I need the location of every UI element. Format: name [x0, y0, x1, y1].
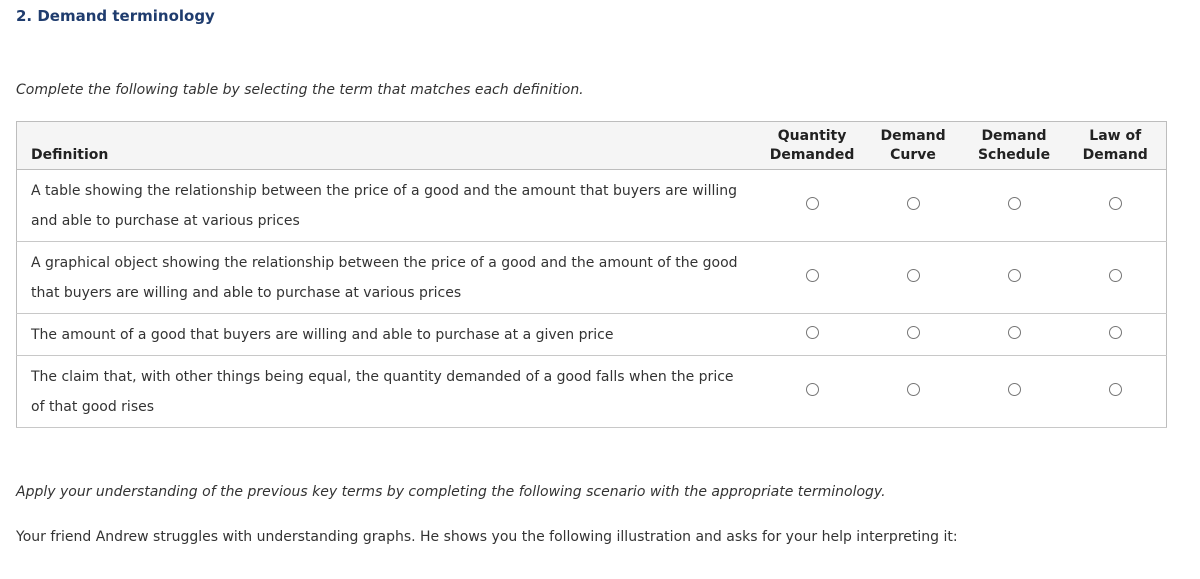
column-header-line1: Demand	[880, 127, 946, 144]
column-header-line2: Curve	[890, 146, 936, 163]
column-header-line2: Demand	[1082, 146, 1148, 163]
column-header-demand-curve	[863, 122, 964, 170]
column-header-law-of-demand	[1065, 122, 1167, 170]
definition-text: A table showing the relationship between the price of a good and the amount that buyers are willing and able to purchase at various prices	[17, 170, 762, 242]
definition-text: A graphical object showing the relationship between the price of a good and the amount of the good that buyers are willing and able to purchase at various prices	[17, 242, 762, 314]
column-header-quantity-demanded	[762, 122, 863, 170]
definition-text: The amount of a good that buyers are willing and able to purchase at a given price	[17, 314, 762, 356]
definition-text: The claim that, with other things being equal, the quantity demanded of a good falls when the price of that good rises	[17, 356, 762, 428]
radio-demand-curve[interactable]	[907, 269, 920, 282]
matrix-row-1	[17, 170, 1167, 242]
definition-column-header: Definition	[17, 122, 762, 170]
radio-demand-curve[interactable]	[907, 326, 920, 339]
radio-quantity-demanded[interactable]	[806, 383, 819, 396]
matrix-header-row	[17, 122, 1167, 170]
radio-demand-schedule[interactable]	[1008, 197, 1021, 210]
radio-law-of-demand[interactable]	[1109, 326, 1122, 339]
column-header-line1: Demand	[981, 127, 1047, 144]
column-header-demand-schedule	[964, 122, 1065, 170]
radio-quantity-demanded[interactable]	[806, 326, 819, 339]
radio-law-of-demand[interactable]	[1109, 269, 1122, 282]
matrix-row-2	[17, 242, 1167, 314]
radio-demand-curve[interactable]	[907, 383, 920, 396]
matrix-row-4	[17, 356, 1167, 428]
question-title: 2. Demand terminology	[16, 7, 215, 25]
radio-quantity-demanded[interactable]	[806, 269, 819, 282]
column-header-line2: Demanded	[769, 146, 855, 163]
column-header-line2: Schedule	[977, 146, 1051, 163]
matrix-row-3	[17, 314, 1167, 356]
table-instruction: Complete the following table by selecting the term that matches each definition.	[16, 82, 584, 98]
radio-demand-schedule[interactable]	[1008, 326, 1021, 339]
column-header-line1: Quantity	[777, 127, 847, 144]
radio-demand-schedule[interactable]	[1008, 383, 1021, 396]
scenario-instruction: Apply your understanding of the previous key terms by completing the following scenario with the appropriate terminology.	[16, 484, 886, 500]
radio-law-of-demand[interactable]	[1109, 197, 1122, 210]
radio-law-of-demand[interactable]	[1109, 383, 1122, 396]
radio-quantity-demanded[interactable]	[806, 197, 819, 210]
radio-demand-curve[interactable]	[907, 197, 920, 210]
column-header-line1: Law of	[1089, 127, 1142, 144]
terminology-matrix	[16, 121, 1167, 428]
scenario-text: Your friend Andrew struggles with understanding graphs. He shows you the following illustration and asks for your help interpreting it:	[16, 529, 958, 545]
radio-demand-schedule[interactable]	[1008, 269, 1021, 282]
